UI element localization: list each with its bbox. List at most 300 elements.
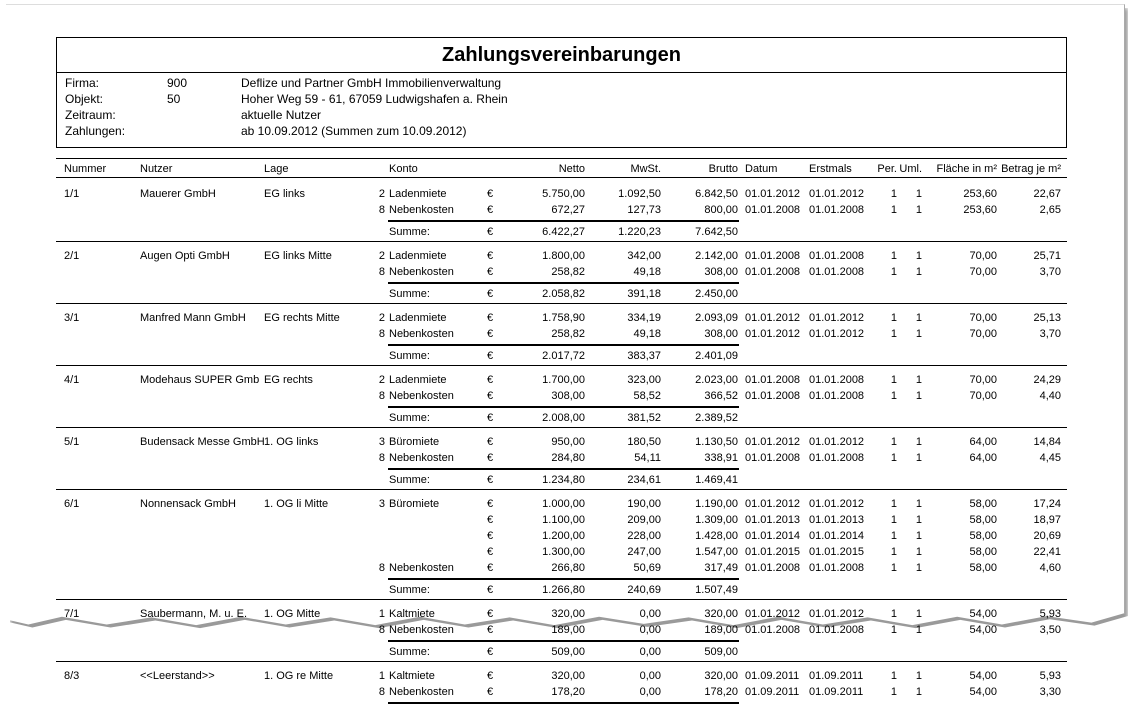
- line-mwst: 49,18: [633, 266, 661, 278]
- line-uml: 1: [915, 670, 922, 682]
- group-nutzer: Saubermann, M. u. E.: [140, 608, 247, 620]
- group-nutzer: Augen Opti GmbH: [140, 250, 230, 262]
- sum-mwst: 240,69: [627, 584, 661, 596]
- line-brutto: 800,00: [704, 204, 738, 216]
- line-konto: Nebenkosten: [389, 452, 454, 464]
- sum-brutto: 7.642,50: [695, 226, 738, 238]
- sum-label: Summe:: [389, 288, 430, 300]
- line-erstmals: 01.01.2008: [809, 204, 865, 216]
- group-nummer: 4/1: [64, 374, 80, 386]
- line-brutto: 2.142,00: [695, 250, 738, 262]
- group-nutzer: Nonnensack GmbH: [140, 498, 236, 510]
- header-per: Per.: [877, 163, 897, 175]
- line-uml: 1: [915, 530, 922, 542]
- line-uml: 1: [915, 608, 922, 620]
- line-uml: 1: [915, 546, 922, 558]
- line-erstmals: 01.01.2008: [809, 374, 865, 386]
- line-brutto: 308,00: [704, 266, 738, 278]
- line-konto: Büromiete: [389, 436, 440, 448]
- line-konto: Kaltmiete: [389, 670, 435, 682]
- sum-divider: [388, 282, 739, 284]
- line-currency: €: [487, 514, 494, 526]
- line-brutto: 320,00: [704, 608, 738, 620]
- info-code: 900: [167, 76, 188, 90]
- group-separator: [56, 303, 1067, 304]
- group-nutzer: Modehaus SUPER Gmb: [140, 374, 260, 386]
- sum-currency: €: [487, 412, 494, 424]
- info-code: 50: [167, 92, 181, 106]
- line-konto-nr: 3: [378, 436, 385, 448]
- sum-label: Summe:: [389, 226, 430, 238]
- line-currency: €: [487, 498, 494, 510]
- line-netto: 1.000,00: [542, 498, 585, 510]
- sum-brutto: 1.507,49: [695, 584, 738, 596]
- group-lage: 1. OG links: [264, 436, 319, 448]
- line-netto: 308,00: [551, 390, 585, 402]
- line-mwst: 49,18: [633, 328, 661, 340]
- line-brutto: 1.547,00: [695, 546, 738, 558]
- sum-currency: €: [487, 474, 494, 486]
- line-betrag: 5,93: [1039, 608, 1061, 620]
- line-currency: €: [487, 436, 494, 448]
- line-flaeche: 54,00: [969, 608, 997, 620]
- line-brutto: 338,91: [704, 452, 738, 464]
- line-datum: 01.01.2008: [745, 624, 801, 636]
- sum-brutto: 509,00: [704, 646, 738, 658]
- line-netto: 189,00: [551, 624, 585, 636]
- header-mwst: MwSt.: [630, 163, 661, 175]
- sum-netto: 2.058,82: [542, 288, 585, 300]
- line-konto: Ladenmiete: [389, 374, 447, 386]
- line-konto-nr: 2: [378, 312, 385, 324]
- line-konto-nr: 8: [378, 686, 385, 698]
- line-erstmals: 01.01.2012: [809, 436, 865, 448]
- line-konto: Nebenkosten: [389, 266, 454, 278]
- line-per: 1: [890, 188, 897, 200]
- sum-brutto: 1.469,41: [695, 474, 738, 486]
- group-nummer: 1/1: [64, 188, 80, 200]
- line-datum: 01.01.2008: [745, 390, 801, 402]
- info-label: Firma:: [65, 76, 99, 90]
- line-uml: 1: [915, 624, 922, 636]
- line-konto: Nebenkosten: [389, 562, 454, 574]
- line-uml: 1: [915, 562, 922, 574]
- group-lage: EG rechts: [264, 374, 313, 386]
- line-currency: €: [487, 204, 494, 216]
- line-betrag: 22,41: [1033, 546, 1061, 558]
- sum-divider: [388, 344, 739, 346]
- sum-label: Summe:: [389, 412, 430, 424]
- line-konto: Ladenmiete: [389, 250, 447, 262]
- line-currency: €: [487, 608, 494, 620]
- line-mwst: 180,50: [627, 436, 661, 448]
- group-separator: [56, 489, 1067, 490]
- line-uml: 1: [915, 328, 922, 340]
- sum-netto: 2.008,00: [542, 412, 585, 424]
- header-brutto: Brutto: [708, 163, 738, 175]
- group-lage: EG links Mitte: [264, 250, 332, 262]
- line-datum: 01.01.2008: [745, 452, 801, 464]
- report-title: Zahlungsvereinbarungen: [56, 37, 1067, 73]
- sum-netto: 6.422,27: [542, 226, 585, 238]
- line-konto: Nebenkosten: [389, 328, 454, 340]
- line-erstmals: 01.01.2015: [809, 546, 865, 558]
- line-netto: 1.200,00: [542, 530, 585, 542]
- line-datum: 01.01.2015: [745, 546, 801, 558]
- group-nutzer: Budensack Messe GmbH: [140, 436, 265, 448]
- group-lage: 1. OG re Mitte: [264, 670, 334, 682]
- sum-mwst: 381,52: [627, 412, 661, 424]
- sum-mwst: 1.220,23: [618, 226, 661, 238]
- line-per: 1: [890, 250, 897, 262]
- table-header: [56, 158, 1067, 178]
- info-label: Objekt:: [65, 92, 104, 106]
- line-betrag: 4,40: [1039, 390, 1061, 402]
- line-konto: Ladenmiete: [389, 312, 447, 324]
- line-flaeche: 58,00: [969, 498, 997, 510]
- group-separator: [56, 365, 1067, 366]
- line-konto-nr: 2: [378, 250, 385, 262]
- line-brutto: 1.309,00: [695, 514, 738, 526]
- line-currency: €: [487, 250, 494, 262]
- line-erstmals: 01.01.2008: [809, 250, 865, 262]
- line-erstmals: 01.01.2014: [809, 530, 865, 542]
- line-konto: Ladenmiete: [389, 188, 447, 200]
- line-per: 1: [890, 312, 897, 324]
- line-uml: 1: [915, 498, 922, 510]
- group-nutzer: <<Leerstand>>: [140, 670, 215, 682]
- sum-mwst: 234,61: [627, 474, 661, 486]
- line-erstmals: 01.01.2008: [809, 624, 865, 636]
- line-flaeche: 58,00: [969, 546, 997, 558]
- info-value: Deflize und Partner GmbH Immobilienverwaltung: [241, 76, 502, 90]
- line-currency: €: [487, 374, 494, 386]
- line-per: 1: [890, 624, 897, 636]
- line-currency: €: [487, 686, 494, 698]
- line-mwst: 0,00: [639, 624, 661, 636]
- line-konto-nr: 3: [378, 498, 385, 510]
- line-uml: 1: [915, 390, 922, 402]
- line-betrag: 25,13: [1033, 312, 1061, 324]
- line-netto: 1.100,00: [542, 514, 585, 526]
- header-nummer: Nummer: [64, 163, 107, 175]
- line-currency: €: [487, 188, 494, 200]
- sum-brutto: 2.401,09: [695, 350, 738, 362]
- line-netto: 672,27: [551, 204, 585, 216]
- line-mwst: 334,19: [627, 312, 661, 324]
- line-datum: 01.01.2012: [745, 436, 801, 448]
- line-flaeche: 253,60: [963, 188, 997, 200]
- header-erstmals: Erstmals: [809, 163, 852, 175]
- line-konto-nr: 1: [378, 608, 385, 620]
- line-datum: 01.01.2008: [745, 562, 801, 574]
- line-uml: 1: [915, 250, 922, 262]
- info-value: ab 10.09.2012 (Summen zum 10.09.2012): [241, 124, 467, 138]
- line-netto: 1.300,00: [542, 546, 585, 558]
- line-datum: 01.01.2012: [745, 608, 801, 620]
- line-per: 1: [890, 452, 897, 464]
- line-currency: €: [487, 328, 494, 340]
- sum-currency: €: [487, 350, 494, 362]
- line-datum: 01.01.2012: [745, 328, 801, 340]
- info-label: Zahlungen:: [65, 124, 126, 138]
- info-label: Zeitraum:: [65, 108, 116, 122]
- line-konto-nr: 8: [378, 390, 385, 402]
- line-konto-nr: 8: [378, 624, 385, 636]
- line-per: 1: [890, 204, 897, 216]
- sum-mwst: 391,18: [627, 288, 661, 300]
- line-mwst: 0,00: [639, 686, 661, 698]
- line-erstmals: 01.01.2012: [809, 328, 865, 340]
- line-datum: 01.01.2014: [745, 530, 801, 542]
- line-datum: 01.09.2011: [745, 686, 800, 698]
- line-per: 1: [890, 514, 897, 526]
- line-datum: 01.01.2008: [745, 250, 801, 262]
- line-uml: 1: [915, 204, 922, 216]
- line-flaeche: 54,00: [969, 686, 997, 698]
- line-betrag: 3,70: [1039, 328, 1061, 340]
- line-konto-nr: 8: [378, 266, 385, 278]
- line-konto: Nebenkosten: [389, 686, 454, 698]
- line-flaeche: 54,00: [969, 624, 997, 636]
- header-konto: Konto: [389, 163, 418, 175]
- line-flaeche: 58,00: [969, 514, 997, 526]
- line-betrag: 3,30: [1039, 686, 1061, 698]
- line-datum: 01.01.2012: [745, 188, 801, 200]
- line-flaeche: 70,00: [969, 328, 997, 340]
- line-per: 1: [890, 328, 897, 340]
- line-uml: 1: [915, 436, 922, 448]
- group-lage: EG links: [264, 188, 305, 200]
- line-flaeche: 253,60: [963, 204, 997, 216]
- info-value: Hoher Weg 59 - 61, 67059 Ludwigshafen a. Rhein: [241, 92, 508, 106]
- line-betrag: 4,45: [1039, 452, 1061, 464]
- line-konto-nr: 2: [378, 374, 385, 386]
- sum-netto: 509,00: [551, 646, 585, 658]
- line-konto-nr: 8: [378, 452, 385, 464]
- sum-currency: €: [487, 288, 494, 300]
- line-flaeche: 70,00: [969, 250, 997, 262]
- group-nutzer: Manfred Mann GmbH: [140, 312, 246, 324]
- sum-brutto: 2.450,00: [695, 288, 738, 300]
- line-betrag: 3,70: [1039, 266, 1061, 278]
- line-mwst: 54,11: [634, 452, 661, 464]
- line-flaeche: 64,00: [969, 452, 997, 464]
- line-brutto: 1.190,00: [695, 498, 738, 510]
- line-flaeche: 64,00: [969, 436, 997, 448]
- line-konto: Nebenkosten: [389, 624, 454, 636]
- line-datum: 01.01.2008: [745, 374, 801, 386]
- sum-netto: 1.234,80: [542, 474, 585, 486]
- line-currency: €: [487, 312, 494, 324]
- line-betrag: 5,93: [1039, 670, 1061, 682]
- line-currency: €: [487, 452, 494, 464]
- header-lage: Lage: [264, 163, 289, 175]
- line-betrag: 22,67: [1033, 188, 1061, 200]
- group-nummer: 7/1: [64, 608, 80, 620]
- line-uml: 1: [915, 188, 922, 200]
- line-konto: Nebenkosten: [389, 204, 454, 216]
- line-brutto: 320,00: [704, 670, 738, 682]
- group-nummer: 3/1: [64, 312, 80, 324]
- line-mwst: 247,00: [627, 546, 661, 558]
- line-mwst: 323,00: [627, 374, 661, 386]
- line-per: 1: [890, 374, 897, 386]
- line-mwst: 209,00: [627, 514, 661, 526]
- header-netto: Netto: [558, 163, 585, 175]
- info-value: aktuelle Nutzer: [241, 108, 322, 122]
- line-mwst: 58,52: [633, 390, 661, 402]
- line-brutto: 1.130,50: [695, 436, 738, 448]
- header-datum: Datum: [745, 163, 778, 175]
- line-betrag: 25,71: [1033, 250, 1061, 262]
- line-konto-nr: 1: [378, 670, 385, 682]
- sum-mwst: 383,37: [627, 350, 661, 362]
- line-betrag: 2,65: [1039, 204, 1061, 216]
- line-brutto: 189,00: [704, 624, 738, 636]
- line-datum: 01.01.2008: [745, 204, 801, 216]
- header-flaeche: Fläche in m²: [936, 163, 997, 175]
- line-betrag: 18,97: [1033, 514, 1061, 526]
- line-betrag: 4,60: [1039, 562, 1061, 574]
- line-mwst: 342,00: [627, 250, 661, 262]
- line-netto: 320,00: [551, 608, 585, 620]
- line-per: 1: [890, 686, 897, 698]
- sum-divider: [388, 220, 739, 222]
- line-currency: €: [487, 266, 494, 278]
- line-uml: 1: [915, 374, 922, 386]
- line-brutto: 308,00: [704, 328, 738, 340]
- line-brutto: 366,52: [704, 390, 738, 402]
- line-per: 1: [890, 266, 897, 278]
- line-per: 1: [890, 498, 897, 510]
- line-per: 1: [890, 670, 897, 682]
- group-separator: [56, 599, 1067, 600]
- sum-brutto: 2.389,52: [695, 412, 738, 424]
- line-brutto: 2.023,00: [695, 374, 738, 386]
- line-netto: 950,00: [551, 436, 585, 448]
- header-uml: Uml.: [899, 163, 922, 175]
- sum-label: Summe:: [389, 350, 430, 362]
- line-per: 1: [890, 436, 897, 448]
- line-erstmals: 01.09.2011: [809, 670, 864, 682]
- line-flaeche: 70,00: [969, 266, 997, 278]
- line-mwst: 50,69: [633, 562, 661, 574]
- line-currency: €: [487, 670, 494, 682]
- sum-divider: [388, 468, 739, 470]
- line-flaeche: 70,00: [969, 374, 997, 386]
- line-datum: 01.01.2008: [745, 266, 801, 278]
- header-nutzer: Nutzer: [140, 163, 173, 175]
- line-netto: 258,82: [551, 266, 585, 278]
- header-betrag: Betrag je m²: [1001, 163, 1061, 175]
- sum-divider: [388, 578, 739, 580]
- line-netto: 5.750,00: [542, 188, 585, 200]
- line-konto-nr: 8: [378, 204, 385, 216]
- line-flaeche: 70,00: [969, 312, 997, 324]
- line-betrag: 24,29: [1033, 374, 1061, 386]
- line-betrag: 17,24: [1033, 498, 1061, 510]
- line-erstmals: 01.01.2008: [809, 266, 865, 278]
- line-netto: 178,20: [551, 686, 585, 698]
- line-netto: 1.700,00: [542, 374, 585, 386]
- sum-currency: €: [487, 584, 494, 596]
- group-lage: EG rechts Mitte: [264, 312, 340, 324]
- line-flaeche: 70,00: [969, 390, 997, 402]
- line-brutto: 1.428,00: [695, 530, 738, 542]
- line-konto-nr: 8: [378, 328, 385, 340]
- line-datum: 01.01.2013: [745, 514, 801, 526]
- line-netto: 258,82: [551, 328, 585, 340]
- sum-label: Summe:: [389, 646, 430, 658]
- line-betrag: 20,69: [1033, 530, 1061, 542]
- line-betrag: 14,84: [1033, 436, 1061, 448]
- line-brutto: 6.842,50: [695, 188, 738, 200]
- line-mwst: 0,00: [639, 608, 661, 620]
- line-netto: 1.800,00: [542, 250, 585, 262]
- line-uml: 1: [915, 452, 922, 464]
- line-currency: €: [487, 546, 494, 558]
- line-uml: 1: [915, 266, 922, 278]
- line-erstmals: 01.09.2011: [809, 686, 864, 698]
- line-uml: 1: [915, 312, 922, 324]
- group-separator: [56, 427, 1067, 428]
- line-mwst: 127,73: [627, 204, 661, 216]
- sum-mwst: 0,00: [639, 646, 661, 658]
- line-erstmals: 01.01.2008: [809, 562, 865, 574]
- line-netto: 320,00: [551, 670, 585, 682]
- sum-currency: €: [487, 226, 494, 238]
- report-info-box: [56, 72, 1067, 148]
- line-per: 1: [890, 390, 897, 402]
- line-currency: €: [487, 530, 494, 542]
- line-netto: 284,80: [551, 452, 585, 464]
- line-erstmals: 01.01.2012: [809, 498, 865, 510]
- line-erstmals: 01.01.2013: [809, 514, 865, 526]
- line-betrag: 3,50: [1039, 624, 1061, 636]
- line-konto: Büromiete: [389, 498, 440, 510]
- line-currency: €: [487, 390, 494, 402]
- line-konto-nr: 2: [378, 188, 385, 200]
- sum-netto: 2.017,72: [542, 350, 585, 362]
- sum-netto: 1.266,80: [542, 584, 585, 596]
- line-per: 1: [890, 608, 897, 620]
- sum-divider: [388, 640, 739, 642]
- line-netto: 1.758,90: [542, 312, 585, 324]
- group-separator: [56, 241, 1067, 242]
- sum-divider: [388, 406, 739, 408]
- group-nummer: 6/1: [64, 498, 80, 510]
- line-brutto: 2.093,09: [695, 312, 738, 324]
- line-erstmals: 01.01.2012: [809, 188, 865, 200]
- line-erstmals: 01.01.2008: [809, 452, 865, 464]
- line-per: 1: [890, 546, 897, 558]
- line-currency: €: [487, 624, 494, 636]
- line-mwst: 0,00: [639, 670, 661, 682]
- line-erstmals: 01.01.2012: [809, 312, 865, 324]
- line-flaeche: 58,00: [969, 530, 997, 542]
- line-per: 1: [890, 562, 897, 574]
- line-brutto: 317,49: [704, 562, 738, 574]
- line-konto: Kaltmiete: [389, 608, 435, 620]
- line-flaeche: 58,00: [969, 562, 997, 574]
- line-netto: 266,80: [551, 562, 585, 574]
- line-datum: 01.01.2012: [745, 312, 801, 324]
- line-mwst: 1.092,50: [618, 188, 661, 200]
- line-datum: 01.09.2011: [745, 670, 800, 682]
- group-nummer: 2/1: [64, 250, 80, 262]
- sum-currency: €: [487, 646, 494, 658]
